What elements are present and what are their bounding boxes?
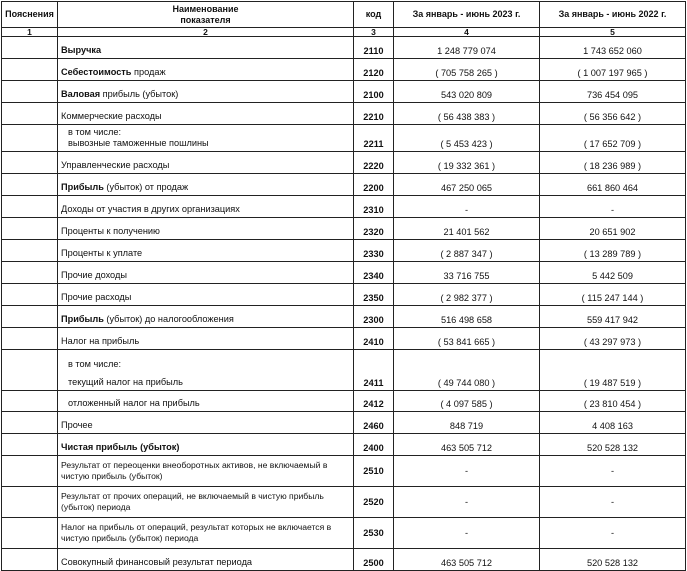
- header-row: [2, 2, 686, 28]
- row-value-current: ( 53 841 665 ): [394, 328, 540, 350]
- row-label: Прибыль (убыток) от продаж: [58, 174, 354, 196]
- row-code: 2411: [354, 350, 394, 391]
- row-label: Себестоимость продаж: [58, 59, 354, 81]
- row-code: 2460: [354, 412, 394, 434]
- row-code: 2400: [354, 434, 394, 456]
- row-value-current: -: [394, 456, 540, 487]
- row-value-prior: ( 13 289 789 ): [540, 240, 686, 262]
- row-code: 2510: [354, 456, 394, 487]
- row-value-current: 848 719: [394, 412, 540, 434]
- row-value-current: 21 401 562: [394, 218, 540, 240]
- table-row: [2, 103, 686, 125]
- row-label: Доходы от участия в других организациях: [58, 196, 354, 218]
- row-code: 2500: [354, 549, 394, 571]
- column-number: 2: [58, 28, 354, 37]
- row-value-current: -: [394, 487, 540, 518]
- row-value-current: ( 705 758 265 ): [394, 59, 540, 81]
- notes-cell: [2, 306, 58, 328]
- notes-cell: [2, 412, 58, 434]
- row-value-prior: 1 743 652 060: [540, 37, 686, 59]
- notes-cell: [2, 81, 58, 103]
- row-code: 2520: [354, 487, 394, 518]
- row-value-prior: 520 528 132: [540, 434, 686, 456]
- table-row: [2, 487, 686, 518]
- table-row: [2, 152, 686, 174]
- column-number: 5: [540, 28, 686, 37]
- row-code: 2310: [354, 196, 394, 218]
- row-code: 2300: [354, 306, 394, 328]
- notes-cell: [2, 125, 58, 152]
- notes-cell: [2, 487, 58, 518]
- column-number: 3: [354, 28, 394, 37]
- row-label: Совокупный финансовый результат периода: [58, 549, 354, 571]
- table-row: [2, 434, 686, 456]
- row-value-current: -: [394, 518, 540, 549]
- financial-results-table: [1, 1, 686, 571]
- row-value-prior: -: [540, 456, 686, 487]
- row-label: Управленческие расходы: [58, 152, 354, 174]
- row-code: 2530: [354, 518, 394, 549]
- row-label: отложенный налог на прибыль: [58, 391, 354, 412]
- row-value-prior: ( 115 247 144 ): [540, 284, 686, 306]
- row-code: 2340: [354, 262, 394, 284]
- row-value-current: 1 248 779 074: [394, 37, 540, 59]
- column-number: 1: [2, 28, 58, 37]
- row-code: 2120: [354, 59, 394, 81]
- row-code: 2412: [354, 391, 394, 412]
- notes-cell: [2, 218, 58, 240]
- row-code: 2110: [354, 37, 394, 59]
- table-row: [2, 81, 686, 103]
- column-number-row: [2, 28, 686, 37]
- table-row: [2, 412, 686, 434]
- row-value-prior: 661 860 464: [540, 174, 686, 196]
- row-value-prior: 736 454 095: [540, 81, 686, 103]
- notes-cell: [2, 174, 58, 196]
- row-code: 2210: [354, 103, 394, 125]
- row-label: Прочие расходы: [58, 284, 354, 306]
- row-value-current: 516 498 658: [394, 306, 540, 328]
- table-row: [2, 391, 686, 412]
- row-value-current: ( 2 982 377 ): [394, 284, 540, 306]
- notes-cell: [2, 152, 58, 174]
- table-row: [2, 240, 686, 262]
- row-value-current: 463 505 712: [394, 434, 540, 456]
- row-label: Налог на прибыль: [58, 328, 354, 350]
- row-label: Прочие доходы: [58, 262, 354, 284]
- header-name: Наименование показателя: [58, 2, 354, 28]
- row-value-current: 33 716 755: [394, 262, 540, 284]
- table-row: [2, 196, 686, 218]
- table-row: [2, 306, 686, 328]
- row-value-current: ( 19 332 361 ): [394, 152, 540, 174]
- row-value-prior: 5 442 509: [540, 262, 686, 284]
- header-code: код: [354, 2, 394, 28]
- row-label: Чистая прибыль (убыток): [58, 434, 354, 456]
- row-value-prior: ( 56 356 642 ): [540, 103, 686, 125]
- row-value-prior: ( 19 487 519 ): [540, 350, 686, 391]
- notes-cell: [2, 284, 58, 306]
- table-row: [2, 284, 686, 306]
- table-row: [2, 518, 686, 549]
- header-period-current: За январь - июнь 2023 г.: [394, 2, 540, 28]
- row-value-prior: -: [540, 196, 686, 218]
- notes-cell: [2, 240, 58, 262]
- table-row: [2, 37, 686, 59]
- table-row: [2, 125, 686, 152]
- row-label: Выручка: [58, 37, 354, 59]
- notes-cell: [2, 196, 58, 218]
- row-code: 2100: [354, 81, 394, 103]
- row-value-current: -: [394, 196, 540, 218]
- row-label: Прочее: [58, 412, 354, 434]
- notes-cell: [2, 434, 58, 456]
- row-value-prior: 559 417 942: [540, 306, 686, 328]
- row-code: 2320: [354, 218, 394, 240]
- row-value-prior: 520 528 132: [540, 549, 686, 571]
- row-value-prior: ( 23 810 454 ): [540, 391, 686, 412]
- notes-cell: [2, 456, 58, 487]
- row-value-prior: -: [540, 487, 686, 518]
- notes-cell: [2, 328, 58, 350]
- row-value-current: 467 250 065: [394, 174, 540, 196]
- row-value-current: ( 4 097 585 ): [394, 391, 540, 412]
- table-row: [2, 174, 686, 196]
- row-value-prior: ( 43 297 973 ): [540, 328, 686, 350]
- notes-cell: [2, 518, 58, 549]
- header-period-prior: За январь - июнь 2022 г.: [540, 2, 686, 28]
- notes-cell: [2, 37, 58, 59]
- notes-cell: [2, 549, 58, 571]
- row-code: 2410: [354, 328, 394, 350]
- row-label: Налог на прибыль от операций, результат которых не включается в чистую прибыль (убыток) периода: [58, 518, 354, 549]
- row-label: Валовая прибыль (убыток): [58, 81, 354, 103]
- row-label: Результат от прочих операций, не включаемый в чистую прибыль (убыток) периода: [58, 487, 354, 518]
- header-notes: Пояснения: [2, 2, 58, 28]
- row-value-current: ( 56 438 383 ): [394, 103, 540, 125]
- table-row: [2, 59, 686, 81]
- table-row: [2, 549, 686, 571]
- table-row: [2, 456, 686, 487]
- row-value-prior: -: [540, 518, 686, 549]
- row-label: в том числе: текущий налог на прибыль: [58, 350, 354, 391]
- row-value-prior: ( 1 007 197 965 ): [540, 59, 686, 81]
- row-label: Проценты к уплате: [58, 240, 354, 262]
- notes-cell: [2, 391, 58, 412]
- notes-cell: [2, 350, 58, 391]
- notes-cell: [2, 262, 58, 284]
- row-code: 2330: [354, 240, 394, 262]
- row-value-prior: ( 17 652 709 ): [540, 125, 686, 152]
- row-label: Результат от переоценки внеоборотных активов, не включаемый в чистую прибыль (убыток): [58, 456, 354, 487]
- table-row: [2, 350, 686, 391]
- row-code: 2211: [354, 125, 394, 152]
- row-code: 2200: [354, 174, 394, 196]
- row-value-current: ( 49 744 080 ): [394, 350, 540, 391]
- row-label: Проценты к получению: [58, 218, 354, 240]
- row-value-prior: 4 408 163: [540, 412, 686, 434]
- row-value-current: ( 5 453 423 ): [394, 125, 540, 152]
- row-value-current: 463 505 712: [394, 549, 540, 571]
- column-number: 4: [394, 28, 540, 37]
- table-row: [2, 328, 686, 350]
- row-value-prior: 20 651 902: [540, 218, 686, 240]
- table-row: [2, 218, 686, 240]
- notes-cell: [2, 103, 58, 125]
- row-code: 2220: [354, 152, 394, 174]
- row-code: 2350: [354, 284, 394, 306]
- notes-cell: [2, 59, 58, 81]
- row-label: Прибыль (убыток) до налогообложения: [58, 306, 354, 328]
- row-label: Коммерческие расходы: [58, 103, 354, 125]
- row-value-current: 543 020 809: [394, 81, 540, 103]
- row-value-prior: ( 18 236 989 ): [540, 152, 686, 174]
- table-row: [2, 262, 686, 284]
- row-label: в том числе: вывозные таможенные пошлины: [58, 125, 354, 152]
- row-value-current: ( 2 887 347 ): [394, 240, 540, 262]
